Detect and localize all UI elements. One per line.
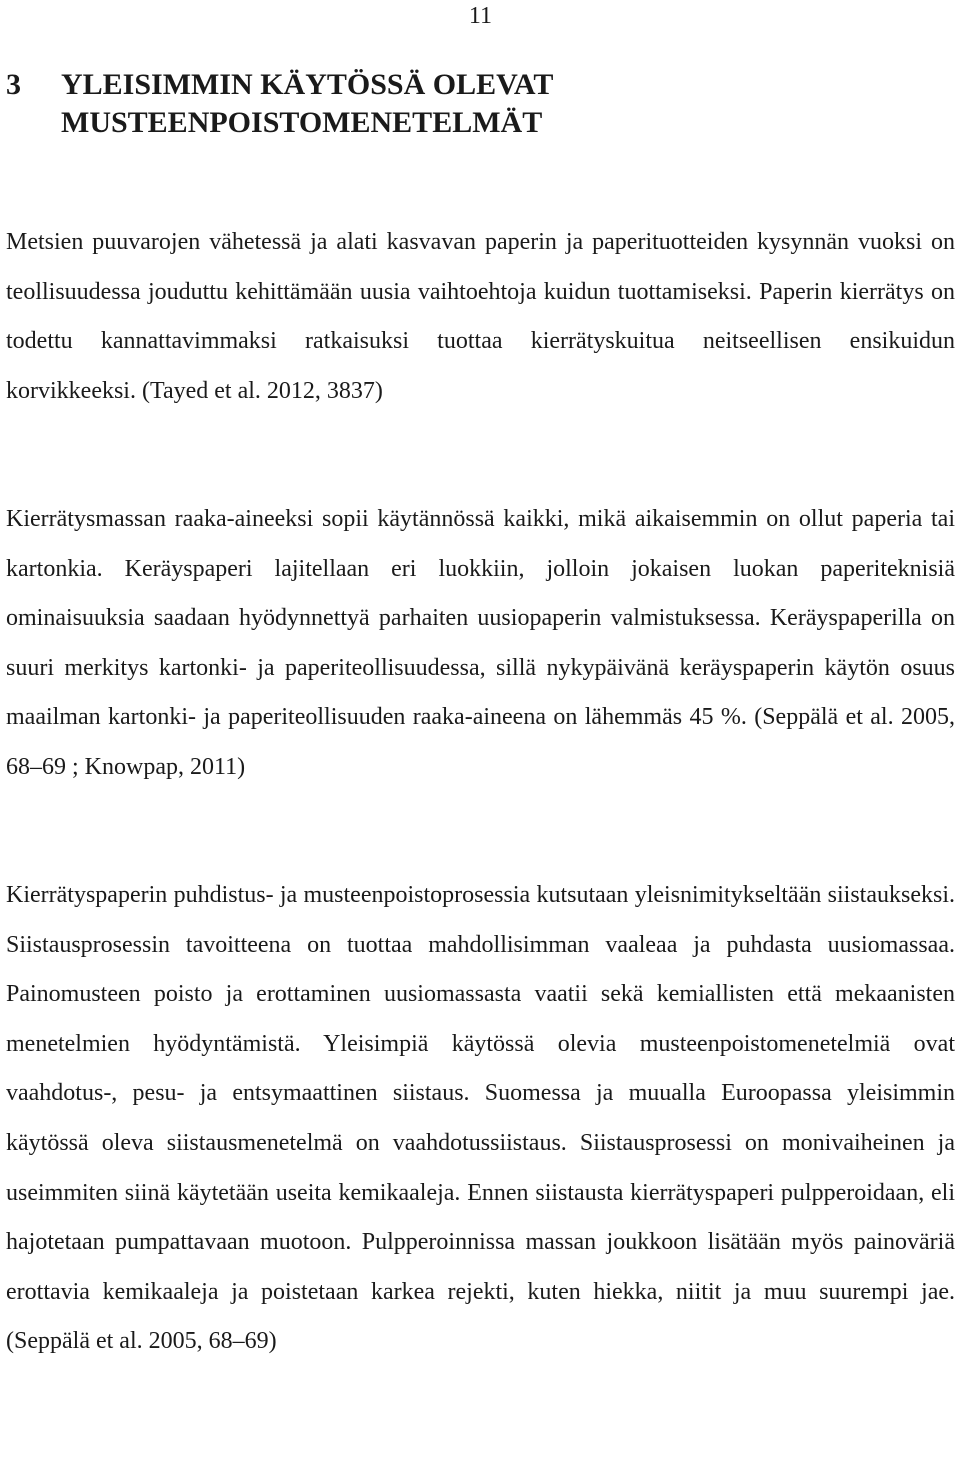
chapter-heading — [6, 66, 946, 142]
paragraph-recycled-pulp: Kierrätysmassan raaka-aineeksi sopii käytännössä kaikki, mikä aikaisemmin on ollut paperia tai kartonkia. Keräyspaperi lajitellaan eri luokkiin, jolloin jokaisen luokan paperiteknisiä ominaisuuksia saadaan hyödynnettyä parhaiten uusiopaperin valmistuksessa. Keräyspaperilla on suuri merkitys kartonki- ja paperiteollisuudessa, sillä nykypäivänä keräyspaperin käytön osuus maailman kartonki- ja paperiteollisuuden raaka-aineena on lähemmäs 45 %. (Seppälä et al. 2005, 68–69 ; Knowpap, 2011) — [6, 506, 955, 780]
chapter-number: 3 — [6, 68, 21, 101]
page-number: 11 — [468, 3, 492, 29]
paragraph-deinking: Kierrätyspaperin puhdistus- ja musteenpoistoprosessia kutsutaan yleisnimitykseltään siistaukseksi. Siistausprosessin tavoitteena on tuottaa mahdollisimman vaaleaa ja puhdasta uusiomassaa. Painomusteen poisto ja erottaminen uusiomassasta vaatii sekä kemiallisten että mekaanisten menetelmien hyödyntämistä. Yleisimpiä käytössä olevia musteenpoistomenetelmiä ovat vaahdotus-, pesu- ja entsymaattinen siistaus. Suomessa ja muualla Euroopassa yleisimmin käytössä oleva siistausmenetelmä on vaahdotussiistaus. Siistausprosessi on monivaiheinen ja useimmiten siinä käytetään useita kemikaaleja. Ennen siistausta kierrätyspaperi pulpperoidaan, eli hajotetaan pumpattavaan muotoon. Pulpperoinnissa massan joukkoon lisätään myös painoväriä erottavia kemikaaleja ja poistetaan karkea rejekti, kuten hiekka, niitit ja muu suurempi jae. (Seppälä et al. 2005, 68–69) — [6, 882, 955, 1355]
chapter-title: YLEISIMMIN KÄYTÖSSÄ OLEVAT MUSTEENPOISTOMENETELMÄT — [61, 68, 553, 139]
paragraph-intro: Metsien puuvarojen vähetessä ja alati kasvavan paperin ja paperituotteiden kysynnän vuoksi on teollisuudessa jouduttu kehittämään uusia vaihtoehtoja kuidun tuottamiseksi. Paperin kierrätys on todettu kannattavimmaksi ratkaisuksi tuottaa kierrätyskuitua neitseellisen ensikuidun korvikkeeksi. (Tayed et al. 2012, 3837) — [6, 229, 955, 404]
